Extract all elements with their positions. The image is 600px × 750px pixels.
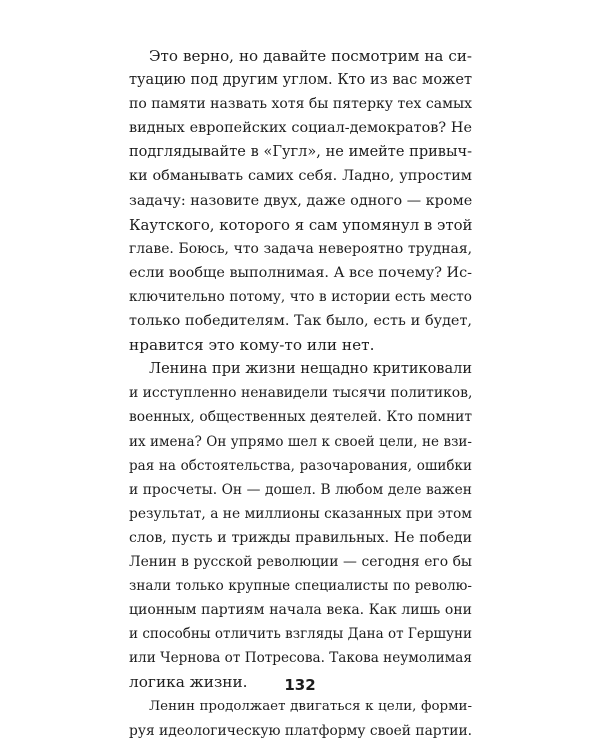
text-line: задачу: назовите двух, даже одного — кроме (129, 192, 473, 209)
text-line: или Чернова от Потресова. Такова неумолимая (129, 650, 472, 667)
page-number: 132 (284, 676, 316, 694)
text-line: ключительно потому, что в истории есть место (129, 288, 472, 305)
text-line: Это верно, но давайте посмотрим на си- (149, 47, 472, 65)
text-line: ки обманывать самих себя. Ладно, упростим (129, 168, 472, 185)
text-line: главе. Боюсь, что задача невероятно трудная, (129, 240, 472, 257)
text-line: туацию под другим углом. Кто из вас может (129, 72, 472, 89)
paragraph (129, 44, 472, 357)
text-line: логика жизни. (129, 673, 248, 692)
text-line: если вообще выполнимая. А все почему? Ис- (129, 264, 473, 281)
text-line: их имена? Он упрямо шел к своей цели, не взи- (129, 433, 472, 450)
text-line: ционным партиям начала века. Как лишь они (129, 602, 472, 619)
text-line: по памяти назвать хотя бы пятерку тех самых (129, 96, 472, 113)
text-line: Ленин в русской революции — сегодня его бы (129, 553, 472, 570)
text-line: и исступленно ненавидели тысячи политиков, (129, 385, 473, 402)
paragraph (129, 357, 472, 694)
text-line: знали только крупные специалисты по револю- (129, 578, 472, 595)
text-line: военных, общественных деятелей. Кто помнит (129, 409, 472, 426)
text-line: Ленина при жизни нещадно критиковали (149, 361, 472, 378)
paragraph (129, 695, 472, 743)
text-line: подглядывайте в «Гугл», не имейте привыч- (129, 144, 472, 161)
text-line: результат, а не миллионы сказанных при этом (129, 505, 472, 522)
text-line: рая на обстоятельства, разочарования, ошибки (129, 457, 472, 474)
text-line: Ленин продолжает двигаться к цели, форми- (149, 698, 472, 714)
text-line: Каутского, которого я сам упомянул в этой (129, 215, 473, 234)
text-line: нравится это кому-то или нет. (129, 336, 375, 355)
text-line: руя идеологическую платформу своей партии. (129, 722, 473, 739)
text-line: и просчеты. Он — дошел. В любом деле важен (129, 481, 472, 498)
body-text (129, 44, 472, 743)
text-line: и способны отличить взгляды Дана от Гершуни (129, 626, 472, 643)
text-line: видных европейских социал-демократов? Не (129, 120, 472, 137)
text-line: слов, пусть и трижды правильных. Не победи (129, 529, 472, 546)
text-line: только победителям. Так было, есть и будет, (129, 313, 472, 330)
